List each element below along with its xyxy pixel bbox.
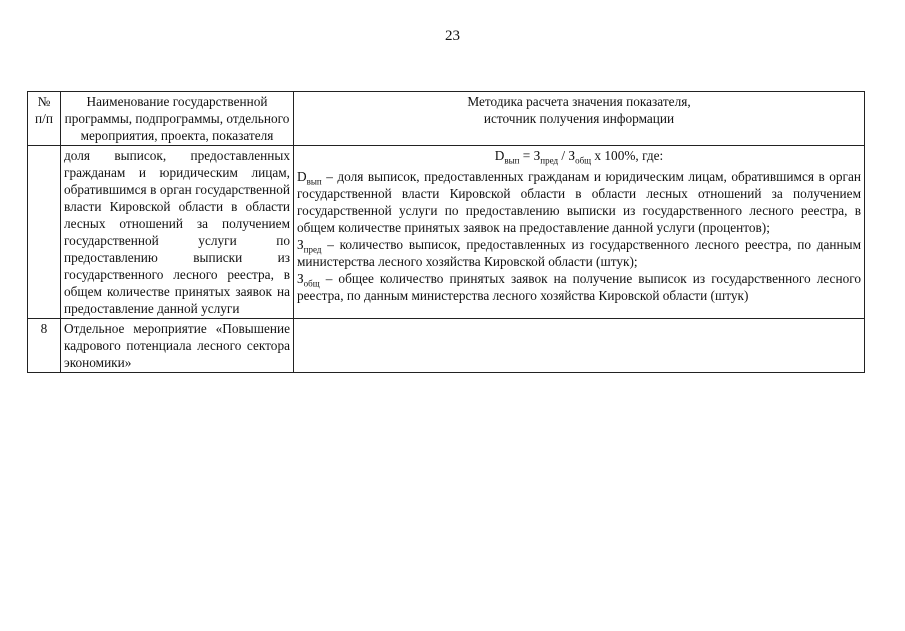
header-method-line2: источник получения информации [483, 111, 675, 126]
header-method [294, 92, 865, 146]
row-method [294, 146, 865, 319]
table-row [28, 146, 865, 319]
row-name: Отдельное мероприятие «Повышение кадрового потенциала лесного сектора экономики» [61, 319, 294, 373]
header-method-line1: Методика расчета значения показателя, [467, 94, 691, 109]
formula: $D_{вып} = З_{пред} / З_{общ}$ x 100%, где: [494, 148, 664, 166]
page-number: 23 [445, 28, 460, 44]
header-name: Наименование государственной программы, подпрограммы, отдельного мероприятия, проекта, показателя [61, 92, 294, 146]
row-number: 8 [28, 319, 61, 373]
indicator-table [27, 91, 865, 373]
table-row [28, 319, 865, 373]
table-header-row [28, 92, 865, 146]
definition-z-pred: $З_{пред}$ – количество выписок, предоставленных из государственного лесного реестра, по данным министерства лесного хозяйства Кировской области (штук); [297, 237, 861, 269]
row-number [28, 146, 61, 319]
header-number: № п/п [28, 92, 61, 146]
definition-d: $D_{вып}$ – доля выписок, предоставленных гражданам и юридическим лицам, обратившимся в орган государственной власти Кировской области в области лесных отношений за получением государственной услуги по предоставлению выписки из государственного лесного реестра, в общем количестве принятых заявок на предоставление данной услуги (процентов); [297, 169, 861, 235]
row-method [294, 319, 865, 373]
row-name: доля выписок, предоставленных гражданам и юридическим лицам, обратившимся в орган государственной власти Кировской области в области лесных отношений за получением государственной услуги по предоставлению выписки из государственного лесного реестра, в общем количестве принятых заявок на предоставление данной услуги [61, 146, 294, 319]
definition-z-obsh: $З_{общ}$ – общее количество принятых заявок на получение выписок из государственного лесного реестра, по данным министерства лесного хозяйства Кировской области (штук) [297, 271, 861, 303]
